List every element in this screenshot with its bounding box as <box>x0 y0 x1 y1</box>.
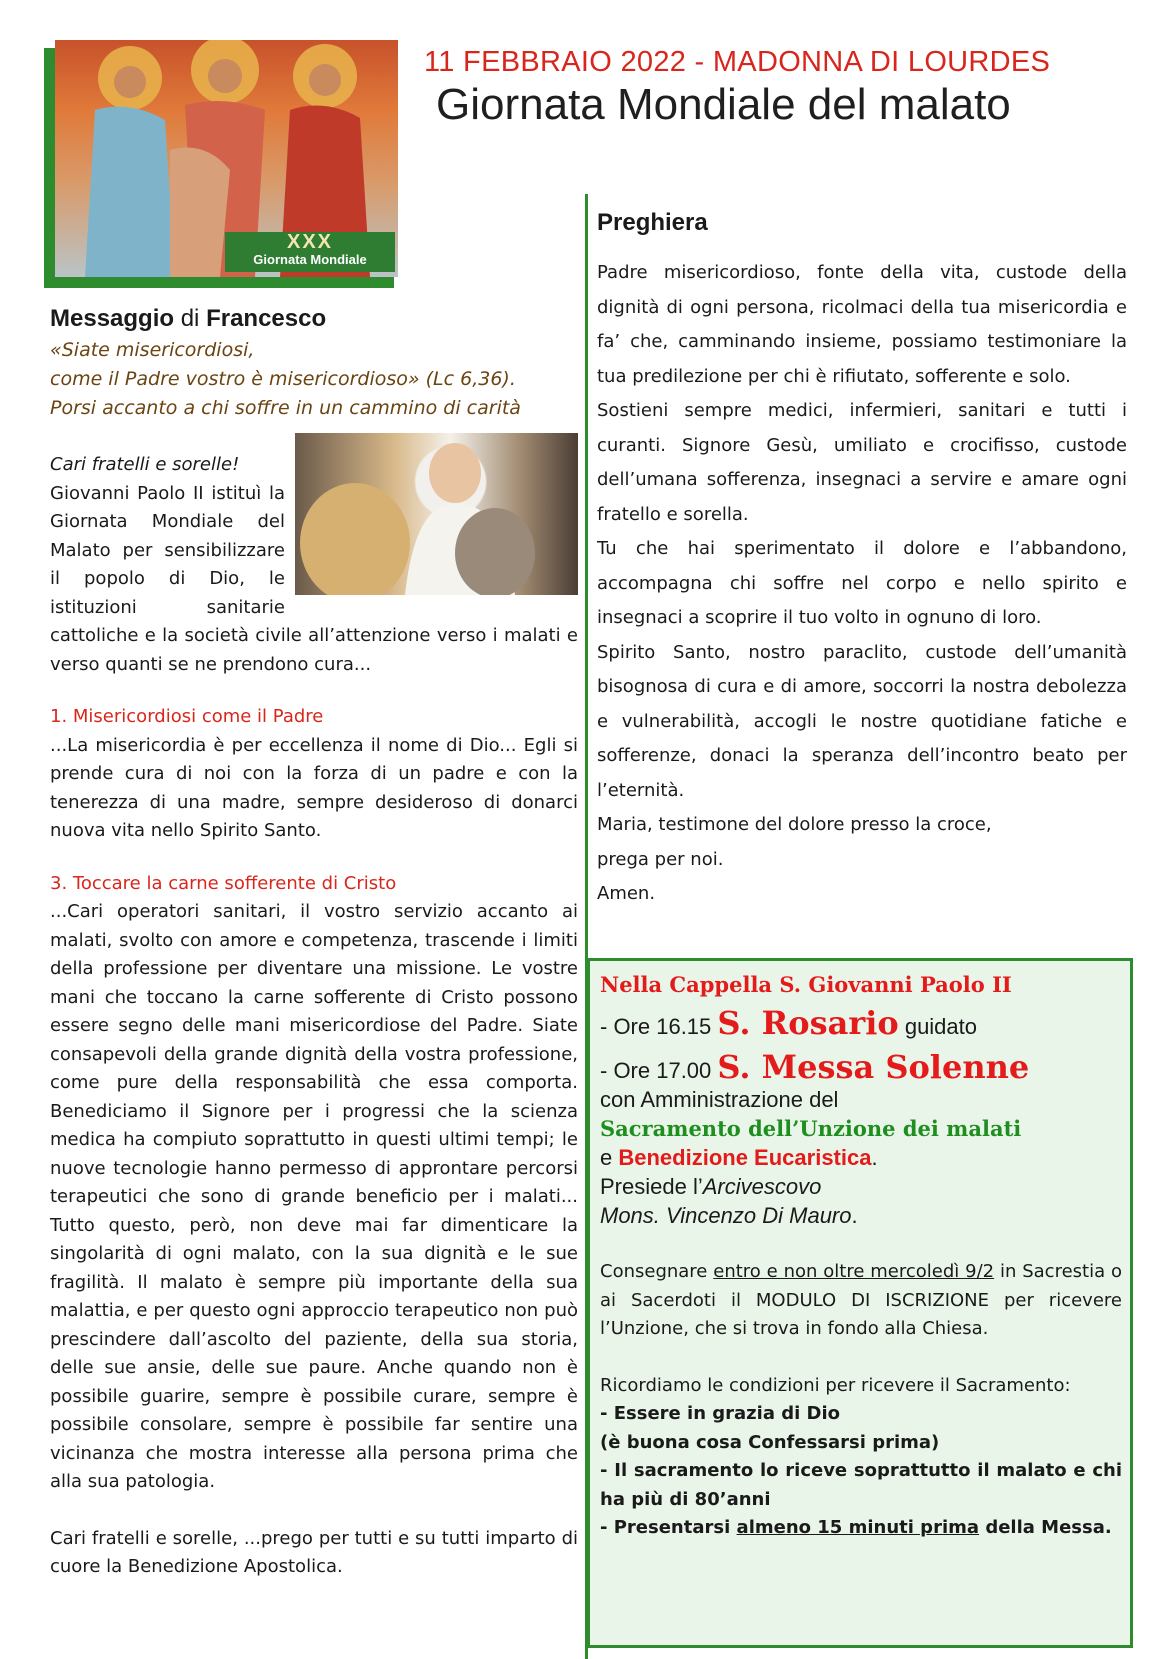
condition-3-pre: - Presentarsi <box>600 1517 731 1538</box>
message-title-word2: di <box>180 305 200 332</box>
condition-3-time: almeno 15 minuti prima <box>736 1517 980 1538</box>
closing-text: Cari fratelli e sorelle, ...prego per tutti e su tutti imparto di cuore la Benedizione Apostolica. <box>50 1527 578 1577</box>
prayer-column <box>597 206 1127 912</box>
header-date: 11 FEBBRAIO 2022 - MADONNA DI LOURDES <box>424 46 1051 78</box>
event-mass <box>600 1048 1122 1086</box>
message-column <box>50 302 578 1582</box>
quote-line-2: come il Padre vostro è misericordioso» (Lc 6,36). <box>50 368 516 390</box>
presides-word: Presiede l’ <box>600 1174 703 1199</box>
quote-line-3: Porsi accanto a chi soffre in un cammino di carità <box>50 397 521 419</box>
intro-text: Giovanni Paolo II istituì la Giornata Mondiale del Malato per sensibilizzare il popolo di Dio, le istituzioni sanitarie cattoliche e la società civile all’attenzione verso i malati e verso quanti se ne prendono cura... <box>50 482 578 675</box>
hero-frame-bottom <box>44 277 394 288</box>
greeting: Cari fratelli e sorelle! <box>50 454 240 475</box>
prayer-line-2: prega per noi. <box>597 848 724 870</box>
prayer-paragraph-2: Sostieni sempre medici, infermieri, sanitari e tutti i curanti. Signore Gesù, umiliato e crocifisso, custode dell’umana sofferenza, insegnaci a servire e amare ogni fratello e sorella. <box>597 400 1127 525</box>
prayer-paragraph-4: Spirito Santo, nostro paraclito, custode dell’umanità bisognosa di cura e di amore, soccorri la nostra debolezza e vulnerabilità, accogli le nostre quotidiane fatiche e sofferenze, donaci la speranza dell’incontro beato per l’eternità. <box>597 641 1127 801</box>
section1-text: ...La misericordia è per eccellenza il nome di Dio... Egli si prende cura di noi con la forza di un padre e con la tenerezza di una madre, sempre desideroso di donarci nuova vita nello Spirito Santo. <box>50 734 578 841</box>
prayer-paragraph-1: Padre misericordioso, fonte della vita, custode della dignità di ogni persona, ricolmaci della tua misericordia e fa’ che, camminando insieme, possiamo testimoniare la tua predilezione per chi è rifiutato, sofferente e solo. <box>597 262 1127 387</box>
consegna-deadline: entro e non oltre mercoledì 9/2 <box>713 1261 995 1282</box>
badge-number: XXX <box>286 231 334 253</box>
message-title-word3: Francesco <box>206 305 327 332</box>
icon-painting-image <box>55 40 398 277</box>
mass-label: S. Messa Solenne <box>717 1048 1030 1086</box>
consegna-pre: Consegnare <box>600 1261 708 1282</box>
message-title-word1: Messaggio <box>50 305 175 332</box>
giornata-badge <box>225 232 395 272</box>
sacrament-name: Sacramento dell’Unzione dei malati <box>600 1116 1022 1141</box>
blessing-period: . <box>871 1145 878 1170</box>
sacrament-line <box>600 1114 1122 1143</box>
intro-block <box>50 451 578 679</box>
section3-title: 3. Toccare la carne sofferente di Cristo <box>50 872 397 894</box>
hero-image-frame <box>44 48 394 288</box>
prayer-title: Preghiera <box>597 209 708 236</box>
condition-2: - Il sacramento lo riceve soprattutto il malato e chi ha più di 80’anni <box>600 1460 1122 1510</box>
mons-name: Mons. Vincenzo Di Mauro <box>600 1203 852 1228</box>
blessing-line <box>600 1143 1122 1172</box>
mass-continuation: con Amministrazione del <box>600 1087 839 1112</box>
condition-1: - Essere in grazia di Dio <box>600 1403 841 1424</box>
conditions-intro: Ricordiamo le condizioni per ricevere il Sacramento: <box>600 1374 1071 1396</box>
prayer-line-1: Maria, testimone del dolore presso la croce, <box>597 814 992 835</box>
mons-period: . <box>851 1203 858 1228</box>
rosary-label: S. Rosario <box>717 1004 899 1042</box>
blessing-name: Benedizione Eucaristica <box>618 1145 872 1170</box>
prayer-paragraph-3: Tu che hai sperimentato il dolore e l’abbandono, accompagna chi soffre nel corpo e nello spirito e insegnaci a scoprire il tuo volto in ognuno di loro. <box>597 538 1127 628</box>
condition-3-post: della Messa. <box>985 1517 1112 1538</box>
hero-frame-left <box>44 48 55 288</box>
section3-text: ...Cari operatori sanitari, il vostro servizio accanto ai malati, svolto con amore e competenza, trascende i limiti della professione per diventare una missione. Le vostre mani che toccano la carne sofferente di Cristo possono essere segno delle mani misericordiose del Padre. Siate consapevoli della grande dignità della vostra professione, come pure della responsabilità che essa comporta. Benediciamo il Signore per i progressi che la scienza medica ha compiuto soprattutto in questi ultimi tempi; le nuove tecnologie hanno permesso di approntare percorsi terapeutici che sono di grande beneficio per i malati... Tutto questo, però, non deve mai far dimenticare la singolarità di ogni malato, con la sua dignità e le sue fragilità. Il malato è sempre più importante della sua malattia, e per questo ogni approccio terapeutico non può prescindere dall’ascolto del paziente, della sua storia, delle sue ansie, delle sue paure. Anche quando non è possibile guarire, sempre è possibile curare, sempre è possibile consolare, sempre è possibile far sentire una vicinanza che mostra interesse alla persona prima che alla sua patologia. <box>50 901 578 1492</box>
consegna-post: in Sacrestia o ai Sacerdoti il MODULO DI ISCRIZIONE per ricevere l’Unzione, che si trova in fondo alla Chiesa. <box>600 1261 1122 1339</box>
consegna-text <box>600 1258 1122 1344</box>
condition-1-note: (è buona cosa Confessarsi prima) <box>600 1431 940 1453</box>
archbishop-word: Arcivescovo <box>702 1174 822 1199</box>
condition-3 <box>600 1514 1122 1543</box>
badge-label: Giornata Mondiale <box>253 252 367 267</box>
quote-line-1: «Siate misericordiosi, <box>50 339 255 361</box>
rosary-guided: guidato <box>904 1014 978 1039</box>
mass-time: - Ore 17.00 <box>600 1058 712 1083</box>
and-word: e <box>600 1145 613 1170</box>
page-title: Giornata Mondiale del malato <box>436 80 1011 129</box>
section1-title: 1. Misericordiosi come il Padre <box>50 706 324 727</box>
message-title <box>50 302 578 336</box>
mons-line <box>600 1201 1122 1230</box>
presides-line <box>600 1172 1122 1201</box>
pope-photo-art <box>295 433 578 595</box>
event-rosary <box>600 1004 1122 1042</box>
event-box <box>587 958 1133 1648</box>
event-title: Nella Cappella S. Giovanni Paolo II <box>600 972 1012 997</box>
prayer-line-3: Amen. <box>597 883 656 904</box>
pope-photo <box>295 433 578 595</box>
rosary-time: - Ore 16.15 <box>600 1014 712 1039</box>
